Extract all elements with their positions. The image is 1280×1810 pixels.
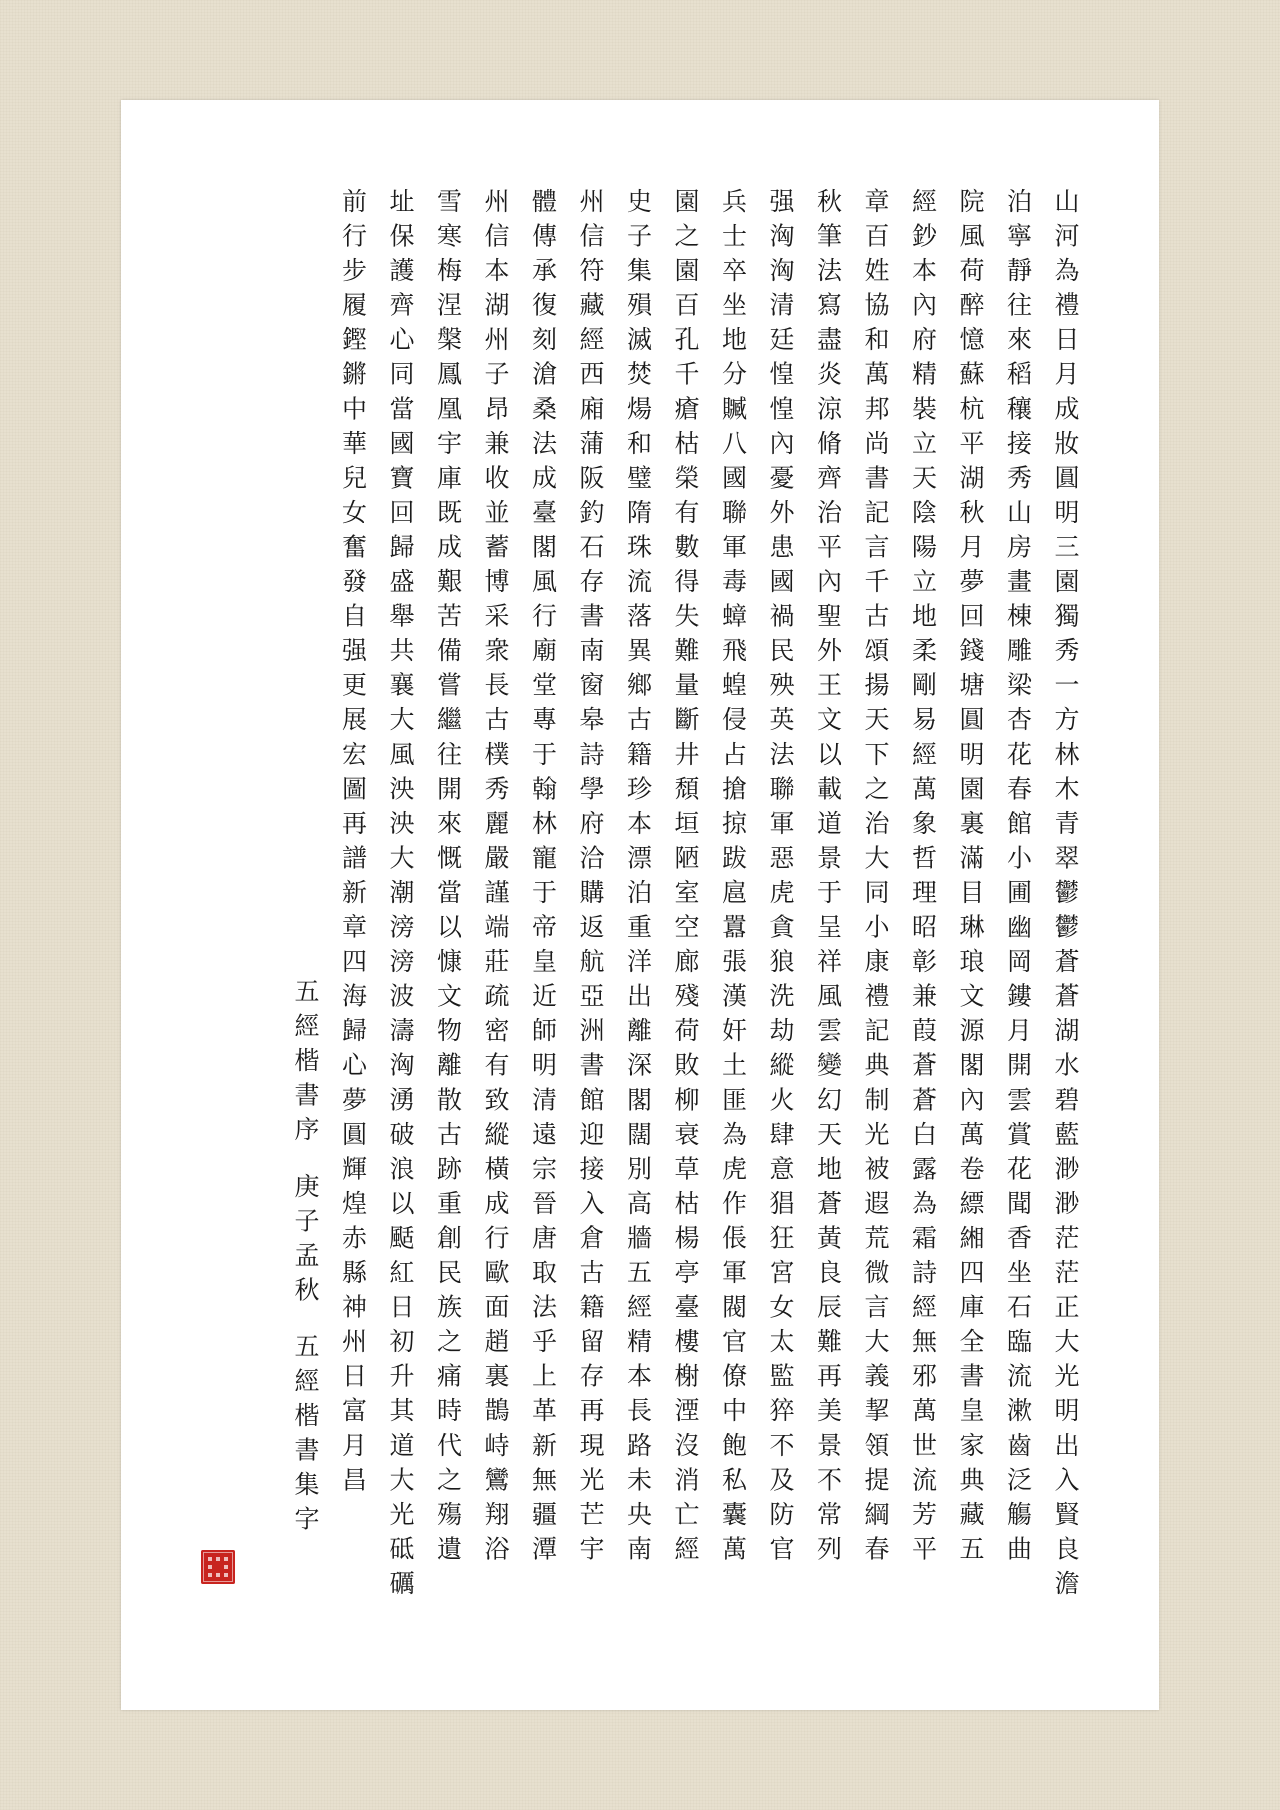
signature-author: 五經楷書集字 xyxy=(291,1332,320,1541)
text-column: 址保護齊心同當國寶回歸盛舉共襄大風泱泱大潮滂滂波濤洶湧破浪以颳紅日初升其道大光砥礪 xyxy=(386,188,415,1605)
text-column: 園之園百孔千瘡枯榮有數得失難量斷井頹垣陋室空廊殘荷敗柳衰草枯楊亭臺樓榭湮沒消亡經 xyxy=(671,188,700,1570)
signature-title: 五經楷書序 xyxy=(291,978,320,1151)
calligraphy-paper xyxy=(121,100,1159,1710)
text-column: 經鈔本內府精裝立天陰陽立地柔剛易經萬象哲理昭彰兼葭蒼蒼白露為霜詩經無邪萬世流芳平 xyxy=(908,188,938,1570)
text-column: 體傳承復刻滄桑法成臺閣風行廟堂專于翰林寵于帝皇近師明清遠宗晉唐取法乎上革新無疆潭 xyxy=(528,188,558,1570)
text-column: 州信符藏經西廂蒲阪釣石存書南窗皋詩學府洽購返航亞洲書館迎接入倉古籍留存再現光芒宇 xyxy=(576,188,605,1570)
seal-stamp-icon xyxy=(201,1550,235,1584)
text-column: 前行步履鏗鏘中華兒女奮發自强更展宏圖再譜新章四海歸心夢圓輝煌赤縣神州日富月昌 xyxy=(338,188,368,1501)
text-column: 史子集殞滅焚煬和璧隋珠流落異鄉古籍珍本漂泊重洋出離深閣闊別高牆五經精本長路未央南 xyxy=(623,188,653,1570)
signature-date: 庚子孟秋 xyxy=(291,1172,320,1311)
text-column: 秋筆法寫盡炎涼脩齊治平內聖外王文以載道景于呈祥風雲變幻天地蒼黃良辰難再美景不常列 xyxy=(813,188,843,1570)
text-column: 强洶洶清廷惶惶內憂外患國禍民殃英法聯軍惡虎貪狼洗劫縱火肆意猖狂宮女太監猝不及防官 xyxy=(766,188,795,1570)
text-column: 山河為禮日月成妝圓明三園獨秀一方林木青翠鬱鬱蒼蒼湖水碧藍渺渺茫茫正大光明出入賢良澹 xyxy=(1051,188,1080,1605)
text-column: 州信本湖州子昂兼收並蓄博采衆長古樸秀麗嚴謹端莊疏密有致縱橫成行歐面趙裏鵲峙鸞翔浴 xyxy=(481,188,510,1570)
text-column: 章百姓協和萬邦尚書記言千古頌揚天下之治大同小康禮記典制光被遐荒微言大義挈領提綱春 xyxy=(861,188,890,1570)
signature-column xyxy=(293,978,318,1540)
text-column: 雪寒梅涅槃鳳凰宇庫既成艱苦備嘗繼往開來慨當以慷文物離散古跡重創民族之痛時代之殤遺 xyxy=(433,188,463,1570)
text-column: 泊寧靜往來稻穰接秀山房畫棟雕梁杏花春館小圃幽岡鏤月開雲賞花聞香坐石臨流漱齒泛觴曲 xyxy=(1003,188,1033,1570)
text-column: 院風荷醉憶蘇杭平湖秋月夢回錢塘圓明園裏滿目琳琅文源閣內萬卷縹緗四庫全書皇家典藏五 xyxy=(956,188,985,1570)
text-column: 兵士卒坐地分贓八國聯軍毒蟑飛蝗侵占搶掠跋扈囂張漢奸土匪為虎作倀軍閥官僚中飽私囊萬 xyxy=(718,188,748,1570)
